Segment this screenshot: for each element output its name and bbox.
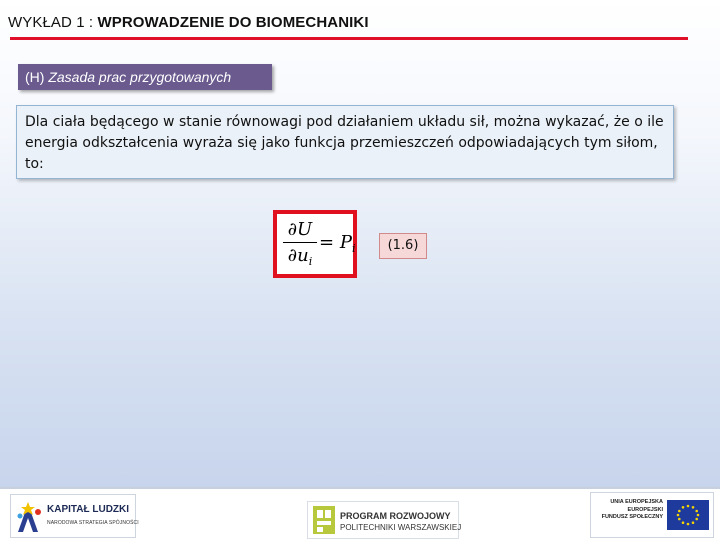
eu-text [597, 499, 663, 522]
eu-logo [590, 492, 714, 538]
eu-line-1: UNIA EUROPEJSKA [610, 499, 663, 505]
formula-fraction [283, 219, 317, 273]
program-rozwojowy-logo [307, 501, 462, 539]
formula-denominator [283, 245, 317, 273]
section-letter: (H) [25, 69, 45, 85]
title-divider [10, 37, 688, 40]
eu-line-3: FUNDUSZ SPOŁECZNY [601, 514, 663, 520]
kapital-ludzki-title: KAPITAŁ LUDZKI [47, 504, 130, 515]
eu-line-2: EUROPEJSKI [627, 506, 663, 513]
section-name: Zasada prac przygotowanych [48, 69, 232, 85]
formula-denominator-index: i [308, 255, 313, 268]
kapital-ludzki-mark-icon [14, 498, 44, 534]
slide-title-main: WPROWADZENIE DO BIOMECHANIKI [97, 14, 369, 31]
eu-flag-icon [667, 500, 709, 530]
footer-divider [0, 487, 720, 489]
formula-numerator: ∂U [287, 219, 313, 240]
formula-rhs [319, 232, 355, 255]
program-line-1: PROGRAM ROZWOJOWY [340, 511, 451, 521]
body-text: Dla ciała będącego w stanie równowagi pod działaniem układu sił, można wykazać, że o ile energia odkształcenia wyraża się jako funkcja przemieszczeń odpowiadających tym siłom, to: [25, 114, 664, 172]
formula-rhs-index: i [351, 242, 356, 255]
slide-title [8, 14, 369, 31]
program-rozwojowy-mark-icon [312, 505, 336, 535]
formula-equals: = [319, 232, 335, 253]
formula-denominator-symbol: ∂u [287, 245, 309, 266]
section-label [18, 64, 272, 90]
formula-rhs-symbol: P [339, 232, 352, 253]
kapital-ludzki-logo [10, 494, 139, 538]
equation-number: (1.6) [379, 233, 427, 259]
slide-title-prefix: WYKŁAD 1 : [8, 14, 98, 31]
body-text-box [16, 105, 674, 179]
formula-box [273, 210, 357, 278]
kapital-ludzki-subtitle: NARODOWA STRATEGIA SPÓJNOŚCI [47, 520, 139, 526]
fraction-bar [283, 242, 317, 243]
program-line-2: POLITECHNIKI WARSZAWSKIEJ [340, 523, 462, 532]
